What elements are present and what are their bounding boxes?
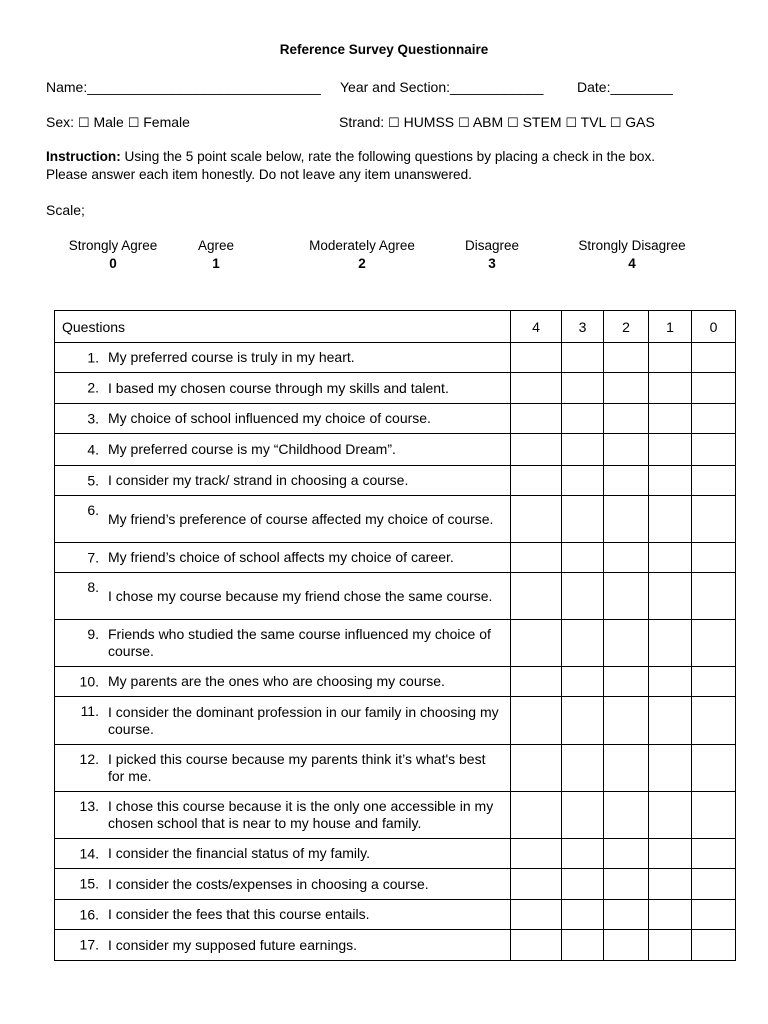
rating-4-cell[interactable] xyxy=(511,745,562,792)
rating-0-cell[interactable] xyxy=(692,745,736,792)
question-cell xyxy=(55,496,511,543)
question-number: 12. xyxy=(79,751,99,767)
table-row xyxy=(55,543,736,573)
question-text: My choice of school influenced my choice of course. xyxy=(108,410,431,426)
rating-3-cell[interactable] xyxy=(562,404,604,434)
question-cell xyxy=(55,792,511,839)
rating-4-cell[interactable] xyxy=(511,839,562,869)
question-cell xyxy=(55,543,511,573)
rating-2-cell[interactable] xyxy=(604,620,649,667)
rating-header-1: 1 xyxy=(649,311,692,343)
question-number: 1. xyxy=(87,349,99,365)
rating-2-cell[interactable] xyxy=(604,697,649,745)
rating-3-cell[interactable] xyxy=(562,667,604,697)
question-text: I based my chosen course through my skills and talent. xyxy=(108,379,449,396)
question-text: My preferred course is my “Childhood Dream”. xyxy=(108,441,396,457)
question-cell xyxy=(55,343,511,373)
instruction-text-1: Using the 5 point scale below, rate the following questions by placing a check in the box. xyxy=(120,149,656,164)
scale-item-value: 1 xyxy=(212,256,220,271)
rating-0-cell[interactable] xyxy=(692,869,736,900)
rating-1-cell[interactable] xyxy=(649,697,692,745)
scale-strongly-agree xyxy=(62,237,164,273)
rating-1-cell[interactable] xyxy=(649,543,692,573)
table-row xyxy=(55,573,736,620)
rating-4-cell[interactable] xyxy=(511,496,562,543)
rating-3-cell[interactable] xyxy=(562,792,604,839)
rating-0-cell[interactable] xyxy=(692,543,736,573)
date-field[interactable] xyxy=(577,79,673,95)
table-row xyxy=(55,745,736,792)
rating-1-cell[interactable] xyxy=(649,434,692,466)
rating-2-cell[interactable] xyxy=(604,434,649,466)
rating-3-cell[interactable] xyxy=(562,839,604,869)
question-text: I consider the fees that this course entails. xyxy=(108,906,370,922)
strand-option-humss[interactable]: ☐ HUMSS xyxy=(388,114,455,131)
instruction-line-1 xyxy=(46,149,655,165)
rating-3-cell[interactable] xyxy=(562,496,604,543)
rating-0-cell[interactable] xyxy=(692,373,736,404)
rating-1-cell[interactable] xyxy=(649,900,692,930)
rating-4-cell[interactable] xyxy=(511,620,562,667)
question-number: 10. xyxy=(79,673,99,689)
rating-0-cell[interactable] xyxy=(692,343,736,373)
year-section-field[interactable] xyxy=(340,79,543,95)
name-label: Name: xyxy=(46,79,88,95)
strand-option-tvl[interactable]: ☐ TVL xyxy=(565,114,606,131)
strand-option-abm[interactable]: ☐ ABM xyxy=(458,114,504,131)
rating-0-cell[interactable] xyxy=(692,496,736,543)
question-text: I consider the costs/expenses in choosing a course. xyxy=(108,875,429,892)
question-cell xyxy=(55,404,511,434)
question-text: I picked this course because my parents think it’s what's best for me. xyxy=(108,751,486,784)
table-row xyxy=(55,620,736,667)
question-cell xyxy=(55,667,511,697)
rating-header-2: 2 xyxy=(604,311,649,343)
rating-1-cell[interactable] xyxy=(649,573,692,620)
rating-0-cell[interactable] xyxy=(692,839,736,869)
year-section-blank[interactable]: ____________ xyxy=(450,79,544,95)
rating-4-cell[interactable] xyxy=(511,930,562,961)
checkbox-icon[interactable]: ☐ xyxy=(458,116,470,131)
instruction-line-2: Please answer each item honestly. Do not leave any item unanswered. xyxy=(46,167,472,182)
strand-option-gas[interactable]: ☐ GAS xyxy=(609,114,655,131)
question-text: I chose my course because my friend chose the same course. xyxy=(108,587,493,604)
table-row xyxy=(55,466,736,496)
rating-4-cell[interactable] xyxy=(511,667,562,697)
name-field[interactable] xyxy=(46,79,321,95)
strand-label: Strand: xyxy=(339,114,385,130)
rating-0-cell[interactable] xyxy=(692,792,736,839)
rating-3-cell[interactable] xyxy=(562,543,604,573)
question-number: 8. xyxy=(87,579,99,595)
table-row xyxy=(55,373,736,404)
sex-label: Sex: xyxy=(46,114,75,130)
rating-header-4: 4 xyxy=(511,311,562,343)
rating-3-cell[interactable] xyxy=(562,620,604,667)
rating-4-cell[interactable] xyxy=(511,697,562,745)
question-number: 5. xyxy=(87,472,99,488)
rating-2-cell[interactable] xyxy=(604,869,649,900)
checkbox-icon[interactable]: ☐ xyxy=(609,116,622,131)
scale-strongly-disagree xyxy=(570,237,694,273)
rating-1-cell[interactable] xyxy=(649,792,692,839)
table-row xyxy=(55,343,736,373)
rating-2-cell[interactable] xyxy=(604,404,649,434)
rating-3-cell[interactable] xyxy=(562,573,604,620)
table-row xyxy=(55,839,736,869)
question-number: 11. xyxy=(80,703,99,719)
question-text: Friends who studied the same course influenced my choice of course. xyxy=(108,626,491,659)
scale-item-label: Agree xyxy=(197,238,235,253)
question-cell xyxy=(55,745,511,792)
rating-3-cell[interactable] xyxy=(562,697,604,745)
rating-0-cell[interactable] xyxy=(692,900,736,930)
checkbox-icon[interactable]: ☐ xyxy=(77,116,90,131)
sex-field xyxy=(46,114,190,132)
scale-item-value: 0 xyxy=(109,256,117,271)
question-number: 14. xyxy=(79,845,99,861)
scale-item-value: 2 xyxy=(358,256,366,271)
rating-1-cell[interactable] xyxy=(649,745,692,792)
rating-2-cell[interactable] xyxy=(604,745,649,792)
rating-4-cell[interactable] xyxy=(511,466,562,496)
question-text: My friend’s choice of school affects my choice of career. xyxy=(108,549,454,565)
scale-agree xyxy=(186,237,246,273)
question-text: I consider the dominant profession in our family in choosing my course. xyxy=(108,703,499,737)
rating-0-cell[interactable] xyxy=(692,466,736,496)
rating-3-cell[interactable] xyxy=(562,745,604,792)
question-number: 17. xyxy=(79,936,99,953)
table-row xyxy=(55,404,736,434)
question-text: I consider my supposed future earnings. xyxy=(108,936,358,953)
rating-3-cell[interactable] xyxy=(562,434,604,466)
rating-2-cell[interactable] xyxy=(604,839,649,869)
question-text: I chose this course because it is the only one accessible in my chosen school that is near to my house and family. xyxy=(108,798,494,831)
question-cell xyxy=(55,869,511,900)
rating-2-cell[interactable] xyxy=(604,343,649,373)
scale-item-label: Strongly Agree xyxy=(68,238,158,253)
strand-field xyxy=(339,114,655,132)
rating-3-cell[interactable] xyxy=(562,900,604,930)
rating-0-cell[interactable] xyxy=(692,620,736,667)
rating-4-cell[interactable] xyxy=(511,792,562,839)
rating-1-cell[interactable] xyxy=(649,466,692,496)
rating-3-cell[interactable] xyxy=(562,466,604,496)
question-number: 6. xyxy=(87,502,99,518)
question-text: My parents are the ones who are choosing my course. xyxy=(108,673,445,689)
question-cell xyxy=(55,930,511,961)
rating-4-cell[interactable] xyxy=(511,404,562,434)
question-number: 7. xyxy=(87,549,99,565)
scale-moderately-agree xyxy=(300,237,424,273)
rating-0-cell[interactable] xyxy=(692,404,736,434)
rating-2-cell[interactable] xyxy=(604,466,649,496)
rating-4-cell[interactable] xyxy=(511,373,562,404)
rating-4-cell[interactable] xyxy=(511,900,562,930)
rating-0-cell[interactable] xyxy=(692,697,736,745)
scale-disagree xyxy=(456,237,528,273)
question-cell xyxy=(55,839,511,869)
question-cell xyxy=(55,900,511,930)
rating-3-cell[interactable] xyxy=(562,343,604,373)
rating-1-cell[interactable] xyxy=(649,404,692,434)
table-row xyxy=(55,667,736,697)
rating-0-cell[interactable] xyxy=(692,667,736,697)
question-number: 15. xyxy=(79,875,99,892)
strand-option-stem[interactable]: ☐ STEM xyxy=(507,114,562,131)
table-row xyxy=(55,869,736,900)
checkbox-icon[interactable]: ☐ xyxy=(127,116,140,131)
checkbox-icon[interactable]: ☐ xyxy=(507,116,519,131)
rating-1-cell[interactable] xyxy=(649,496,692,543)
rating-3-cell[interactable] xyxy=(562,869,604,900)
year-section-label: Year and Section: xyxy=(340,79,451,95)
question-text: I consider my track/ strand in choosing a course. xyxy=(108,472,409,488)
rating-1-cell[interactable] xyxy=(649,373,692,404)
rating-1-cell[interactable] xyxy=(649,869,692,900)
date-blank[interactable]: ________ xyxy=(610,79,673,95)
checkbox-icon[interactable]: ☐ xyxy=(565,116,578,131)
survey-table xyxy=(54,310,736,961)
question-number: 3. xyxy=(87,410,99,426)
rating-2-cell[interactable] xyxy=(604,792,649,839)
scale-item-label: Strongly Disagree xyxy=(578,238,686,253)
rating-2-cell[interactable] xyxy=(604,930,649,961)
checkbox-icon[interactable]: ☐ xyxy=(388,116,400,131)
question-text: My friend’s preference of course affected my choice of course. xyxy=(108,510,494,527)
rating-1-cell[interactable] xyxy=(649,343,692,373)
rating-1-cell[interactable] xyxy=(649,620,692,667)
question-cell xyxy=(55,373,511,404)
table-row xyxy=(55,434,736,466)
rating-4-cell[interactable] xyxy=(511,434,562,466)
scale-item-value: 4 xyxy=(628,256,636,271)
scale-item-label: Moderately Agree xyxy=(309,238,415,253)
rating-0-cell[interactable] xyxy=(692,930,736,961)
question-number: 16. xyxy=(79,906,99,922)
question-cell xyxy=(55,466,511,496)
question-cell xyxy=(55,434,511,466)
rating-4-cell[interactable] xyxy=(511,869,562,900)
rating-1-cell[interactable] xyxy=(649,930,692,961)
rating-1-cell[interactable] xyxy=(649,667,692,697)
question-number: 4. xyxy=(87,441,99,457)
table-row xyxy=(55,697,736,745)
rating-4-cell[interactable] xyxy=(511,573,562,620)
question-cell xyxy=(55,697,511,745)
rating-2-cell[interactable] xyxy=(604,543,649,573)
scale-label: Scale; xyxy=(46,202,85,218)
date-label: Date: xyxy=(577,79,611,95)
rating-header-3: 3 xyxy=(562,311,604,343)
rating-2-cell[interactable] xyxy=(604,373,649,404)
questions-header: Questions xyxy=(55,311,511,343)
table-row xyxy=(55,496,736,543)
question-cell xyxy=(55,573,511,620)
question-number: 13. xyxy=(79,798,99,814)
question-text: I consider the financial status of my family. xyxy=(108,845,370,861)
table-row xyxy=(55,900,736,930)
question-cell xyxy=(55,620,511,667)
rating-0-cell[interactable] xyxy=(692,573,736,620)
rating-0-cell[interactable] xyxy=(692,434,736,466)
instruction-label: Instruction: xyxy=(46,149,121,164)
sex-option-male[interactable]: ☐ Male xyxy=(77,114,124,131)
table-header-row xyxy=(55,311,736,343)
rating-1-cell[interactable] xyxy=(649,839,692,869)
rating-header-0: 0 xyxy=(692,311,736,343)
rating-2-cell[interactable] xyxy=(604,667,649,697)
rating-4-cell[interactable] xyxy=(511,343,562,373)
sex-option-female[interactable]: ☐ Female xyxy=(127,114,190,131)
question-number: 2. xyxy=(87,379,99,396)
rating-3-cell[interactable] xyxy=(562,373,604,404)
table-row xyxy=(55,792,736,839)
rating-2-cell[interactable] xyxy=(604,900,649,930)
rating-3-cell[interactable] xyxy=(562,930,604,961)
scale-item-value: 3 xyxy=(488,256,496,271)
rating-4-cell[interactable] xyxy=(511,543,562,573)
name-blank[interactable]: ______________________________ xyxy=(87,79,321,95)
question-number: 9. xyxy=(87,626,99,642)
question-text: My preferred course is truly in my heart. xyxy=(108,349,355,365)
rating-2-cell[interactable] xyxy=(604,573,649,620)
rating-2-cell[interactable] xyxy=(604,496,649,543)
scale-item-label: Disagree xyxy=(464,238,520,253)
table-row xyxy=(55,930,736,961)
page-title: Reference Survey Questionnaire xyxy=(279,42,489,57)
